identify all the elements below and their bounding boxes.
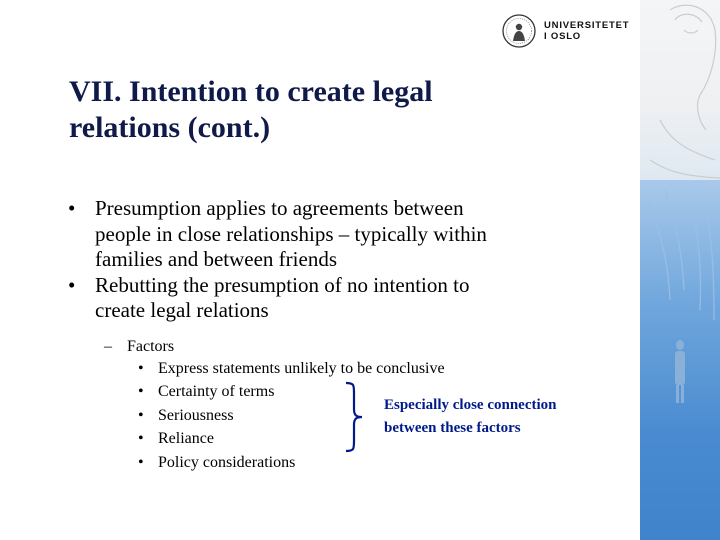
- bullet-icon: •: [138, 360, 144, 377]
- factor-label: Policy considerations: [158, 454, 296, 471]
- bullet-line: people in close relationships – typically within: [95, 221, 487, 246]
- bullet-line: Presumption applies to agreements between: [95, 196, 464, 220]
- university-name: [544, 20, 629, 42]
- sub-bullet-label: Factors: [127, 338, 175, 355]
- bullet-icon: •: [138, 383, 144, 400]
- university-logo: [502, 14, 629, 48]
- bullet-icon: •: [138, 454, 144, 471]
- factor-label: Express statements unlikely to be conclusive: [158, 360, 445, 377]
- bullet-list: [68, 196, 588, 324]
- decorative-side-strip: [640, 0, 720, 540]
- logo-line-1: UNIVERSITETET: [544, 20, 630, 31]
- university-seal-icon: [502, 14, 536, 48]
- bullet-icon: •: [68, 272, 76, 297]
- statue-artwork-icon: [640, 0, 720, 540]
- bullet-line: create legal relations: [95, 298, 269, 322]
- note-line-2: between these factors: [384, 419, 521, 436]
- bullet-icon: •: [68, 196, 76, 220]
- bullet-icon: •: [138, 407, 144, 424]
- note-line-1: Especially close connection: [384, 397, 557, 413]
- bullet-item: [68, 273, 588, 324]
- title-line-2: relations (cont.): [69, 111, 271, 144]
- dash-icon: –: [104, 338, 112, 355]
- slide-title: [69, 74, 589, 146]
- title-line-1: VII. Intention to create legal: [69, 75, 433, 108]
- bullet-line: Rebutting the presumption of no intention to: [95, 272, 470, 297]
- bullet-line: families and between friends: [95, 247, 337, 271]
- bullet-item: [68, 196, 588, 273]
- bullet-icon: •: [138, 430, 144, 447]
- factor-label: Reliance: [158, 430, 214, 447]
- logo-line-2: I OSLO: [544, 31, 581, 42]
- connection-note: [384, 394, 557, 439]
- factor-label: Seriousness: [158, 407, 234, 424]
- factor-label: Certainty of terms: [158, 383, 275, 400]
- curly-brace-icon: [342, 381, 366, 453]
